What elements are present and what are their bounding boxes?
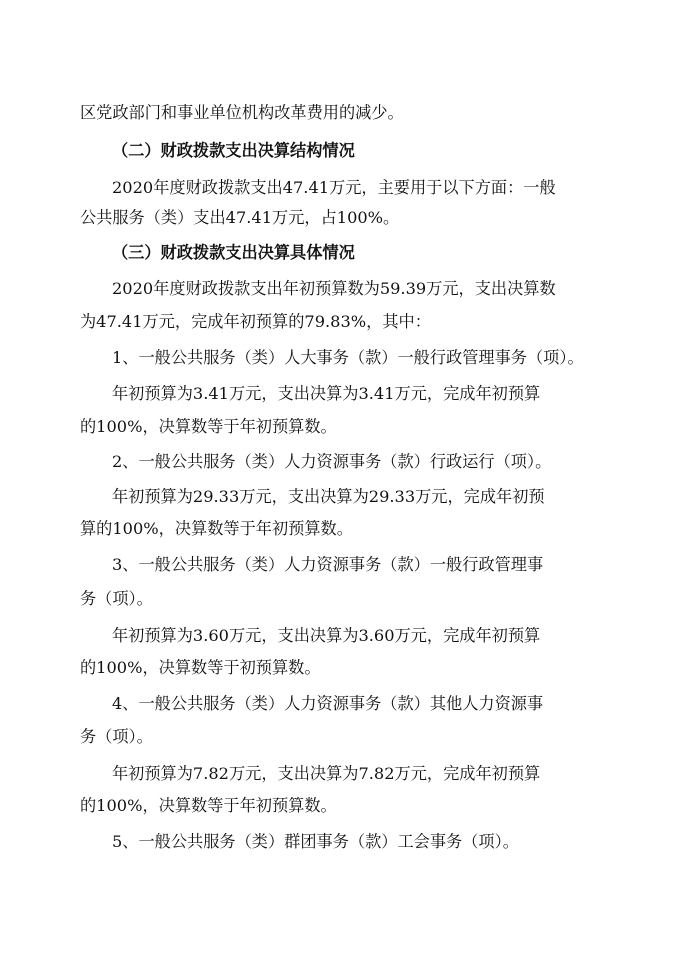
paragraph-line: 务（项）。: [80, 589, 153, 608]
paragraph-line: 的100%，决算数等于年初预算数。: [80, 417, 337, 436]
section-heading-structure: （二）财政拨款支出决算结构情况: [112, 141, 355, 160]
section-heading-details: （三）财政拨款支出决算具体情况: [112, 243, 355, 262]
paragraph-line: 的100%，决算数等于年初预算数。: [80, 796, 337, 815]
list-item-1-title: 1、一般公共服务（类）人大事务（款）一般行政管理事务（项）。: [112, 348, 584, 367]
paragraph-line: 的100%，决算数等于初预算数。: [80, 658, 321, 677]
list-item-3-title: 3、一般公共服务（类）人力资源事务（款）一般行政管理事: [112, 555, 544, 574]
paragraph-line: 年初预算为7.82万元，支出决算为7.82万元，完成年初预算: [112, 764, 541, 783]
paragraph-line: 算的100%，决算数等于年初预算数。: [80, 519, 353, 538]
list-item-5-title: 5、一般公共服务（类）群团事务（款）工会事务（项）。: [112, 832, 519, 851]
paragraph-line: 公共服务（类）支出47.41万元，占100%。: [80, 208, 400, 227]
list-item-2-title: 2、一般公共服务（类）人力资源事务（款）行政运行（项）。: [112, 452, 552, 471]
paragraph-line: 2020年度财政拨款支出47.41万元，主要用于以下方面：一般: [112, 178, 556, 197]
paragraph-line: 年初预算为3.41万元，支出决算为3.41万元，完成年初预算: [112, 384, 541, 403]
paragraph-line: 年初预算为29.33万元，支出决算为29.33万元，完成年初预: [112, 487, 545, 506]
paragraph-line: 区党政部门和事业单位机构改革费用的减少。: [80, 103, 404, 122]
paragraph-line: 为47.41万元，完成年初预算的79.83%，其中：: [80, 312, 431, 331]
list-item-4-title: 4、一般公共服务（类）人力资源事务（款）其他人力资源事: [112, 694, 544, 713]
paragraph-line: 年初预算为3.60万元，支出决算为3.60万元，完成年初预算: [112, 626, 541, 645]
paragraph-line: 务（项）。: [80, 727, 153, 746]
paragraph-line: 2020年度财政拨款支出年初预算数为59.39万元，支出决算数: [112, 279, 556, 298]
